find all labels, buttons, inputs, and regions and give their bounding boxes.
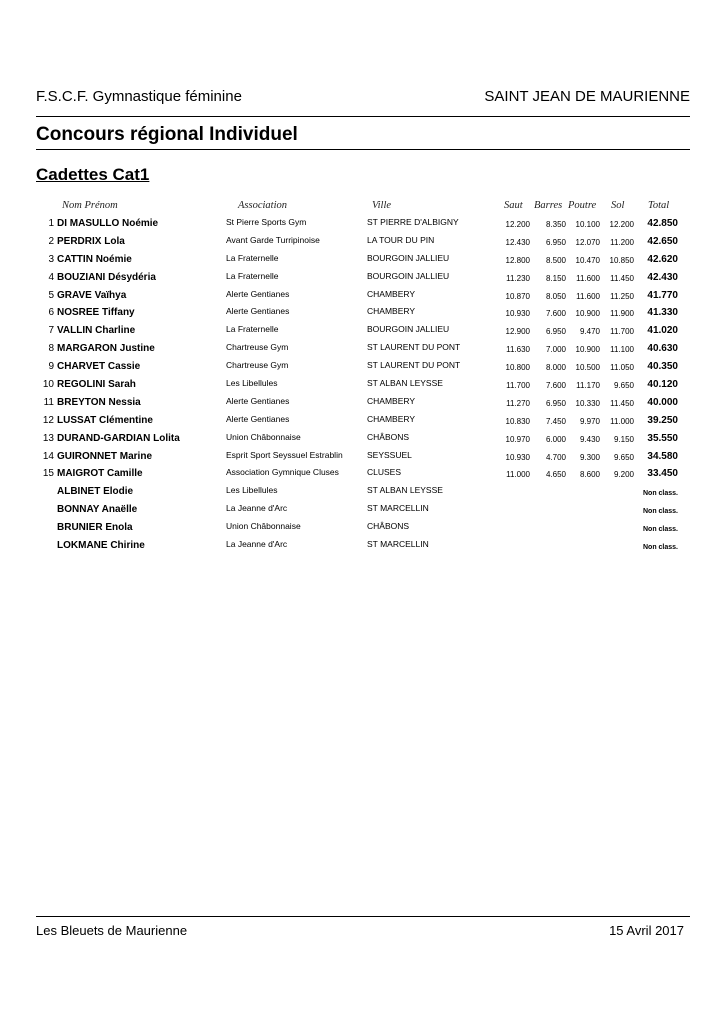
poutre-score-cell: 10.900 (575, 309, 600, 319)
rank-cell: 8 (48, 343, 54, 355)
barres-score-cell: 8.500 (545, 255, 566, 265)
barres-score-cell: 4.650 (545, 470, 566, 480)
status-cell: Non class. (642, 508, 678, 516)
table-row (0, 376, 724, 394)
table-row (0, 465, 724, 483)
rank-cell: 11 (43, 396, 54, 408)
total-score-cell: 39.250 (647, 414, 678, 426)
association-cell: Union Châbonnaise (226, 521, 301, 532)
total-score-cell: 40.000 (647, 396, 678, 408)
column-header-association: Association (238, 200, 287, 211)
rank-cell: 15 (42, 468, 54, 480)
name-cell: BRUNIER Enola (57, 522, 133, 534)
name-cell: VALLIN Charline (57, 325, 136, 337)
sol-score-cell: 9.650 (613, 452, 634, 462)
total-score-cell: 40.350 (647, 361, 678, 373)
table-row (0, 519, 724, 537)
name-cell: CHARVET Cassie (57, 361, 141, 373)
ville-cell: BOURGOIN JALLIEU (367, 252, 450, 263)
association-cell: Association Gymnique Cluses (226, 467, 339, 478)
rank-cell: 9 (48, 361, 54, 373)
total-score-cell: 41.770 (647, 289, 678, 301)
table-row (0, 430, 724, 448)
rank-cell: 1 (48, 218, 54, 229)
ville-cell: CHÂBONS (367, 431, 410, 442)
ville-cell: CHAMBERY (367, 306, 416, 317)
sol-score-cell: 11.450 (610, 398, 634, 408)
name-cell: LUSSAT Clémentine (57, 414, 153, 426)
saut-score-cell: 11.230 (506, 273, 530, 283)
ville-cell: CHAMBERY (367, 288, 416, 299)
total-score-cell: 34.580 (647, 450, 678, 462)
association-cell: Avant Garde Turripinoise (226, 234, 320, 245)
footer-date: 15 Avril 2017 (609, 923, 684, 938)
sol-score-cell: 11.250 (610, 291, 634, 301)
sol-score-cell: 9.150 (613, 434, 634, 444)
ville-cell: SEYSSUEL (367, 449, 412, 460)
sol-score-cell: 11.100 (610, 345, 634, 355)
table-row (0, 233, 724, 251)
association-cell: Esprit Sport Seyssuel Estrablin (226, 449, 343, 460)
name-cell: BONNAY Anaëlle (57, 504, 138, 516)
sol-score-cell: 12.200 (609, 220, 634, 229)
barres-score-cell: 8.350 (545, 220, 566, 229)
total-score-cell: 42.620 (647, 253, 678, 265)
name-cell: DURAND-GARDIAN Lolita (57, 432, 180, 444)
table-row (0, 340, 724, 358)
poutre-score-cell: 11.170 (576, 381, 600, 391)
association-cell: Les Libellules (226, 485, 278, 496)
total-score-cell: 41.330 (647, 307, 678, 319)
total-score-cell: 42.430 (647, 271, 678, 283)
ville-cell: CHÂBONS (367, 521, 410, 532)
poutre-score-cell: 11.600 (576, 291, 600, 301)
association-cell: La Fraternelle (226, 252, 279, 263)
poutre-score-cell: 10.470 (575, 255, 600, 265)
association-cell: Alerte Gentianes (226, 395, 290, 406)
saut-score-cell: 11.270 (506, 398, 530, 408)
ville-cell: BOURGOIN JALLIEU (367, 270, 450, 281)
association-cell: Alerte Gentianes (226, 288, 290, 299)
poutre-score-cell: 9.970 (579, 416, 600, 426)
table-row (0, 358, 724, 376)
sol-score-cell: 11.450 (610, 273, 634, 283)
sol-score-cell: 11.900 (610, 309, 634, 319)
rank-cell: 2 (48, 235, 54, 247)
column-header-saut: Saut (504, 200, 523, 211)
barres-score-cell: 7.450 (545, 416, 566, 426)
table-row (0, 322, 724, 340)
association-cell: St Pierre Sports Gym (226, 217, 307, 227)
name-cell: REGOLINI Sarah (57, 379, 136, 391)
total-score-cell: 33.450 (647, 468, 678, 480)
column-header-ville: Ville (372, 200, 392, 211)
footer-divider (36, 916, 690, 917)
name-cell: GRAVE Vaïhya (57, 289, 127, 301)
total-score-cell: 41.020 (647, 325, 678, 337)
association-cell: Union Châbonnaise (226, 431, 301, 442)
column-header-poutre: Poutre (568, 200, 597, 211)
saut-score-cell: 11.000 (506, 470, 530, 480)
poutre-score-cell: 10.330 (575, 398, 600, 408)
header-federation: F.S.C.F. Gymnastique féminine (36, 88, 242, 105)
table-row (0, 269, 724, 287)
association-cell: Les Libellules (226, 378, 278, 389)
ville-cell: ST LAURENT DU PONT (367, 360, 461, 371)
status-cell: Non class. (642, 526, 678, 534)
ville-cell: ST ALBAN LEYSSE (367, 485, 443, 496)
barres-score-cell: 6.950 (545, 327, 566, 337)
barres-score-cell: 6.000 (545, 434, 566, 444)
name-cell: BREYTON Nessia (57, 396, 141, 408)
rank-cell: 6 (48, 307, 54, 319)
sol-score-cell: 11.700 (610, 327, 634, 337)
barres-score-cell: 7.000 (545, 345, 566, 355)
saut-score-cell: 11.700 (506, 381, 530, 391)
table-row (0, 287, 724, 305)
saut-score-cell: 11.630 (506, 345, 530, 355)
name-cell: MAIGROT Camille (57, 468, 143, 480)
total-score-cell: 42.650 (647, 235, 678, 247)
poutre-score-cell: 10.900 (575, 345, 600, 355)
association-cell: La Fraternelle (226, 270, 279, 281)
name-cell: MARGARON Justine (57, 343, 155, 355)
saut-score-cell: 10.930 (505, 452, 530, 462)
poutre-score-cell: 8.600 (579, 470, 600, 480)
total-score-cell: 40.630 (647, 343, 678, 355)
column-header-sol: Sol (611, 200, 625, 211)
ville-cell: CHAMBERY (367, 413, 416, 424)
saut-score-cell: 12.800 (505, 255, 530, 265)
status-cell: Non class. (642, 544, 678, 552)
barres-score-cell: 4.700 (545, 452, 566, 462)
sol-score-cell: 9.650 (613, 381, 634, 391)
status-cell: Non class. (642, 490, 678, 498)
rank-cell: 3 (48, 253, 54, 265)
name-cell: NOSREE Tiffany (57, 307, 135, 319)
saut-score-cell: 10.930 (505, 309, 530, 319)
barres-score-cell: 7.600 (545, 381, 566, 391)
ville-cell: ST LAURENT DU PONT (367, 342, 461, 353)
saut-score-cell: 10.800 (505, 363, 530, 373)
table-row (0, 501, 724, 519)
page-title: Concours régional Individuel (36, 124, 298, 145)
name-cell: GUIRONNET Marine (57, 450, 153, 462)
ville-cell: BOURGOIN JALLIEU (367, 324, 450, 335)
saut-score-cell: 10.830 (505, 416, 530, 426)
poutre-score-cell: 12.070 (575, 237, 600, 247)
rank-cell: 13 (42, 432, 54, 444)
poutre-score-cell: 9.300 (579, 452, 600, 462)
total-score-cell: 35.550 (647, 432, 678, 444)
results-table (0, 215, 724, 555)
barres-score-cell: 7.600 (545, 309, 566, 319)
saut-score-cell: 12.200 (505, 220, 530, 229)
header-divider (36, 116, 690, 117)
saut-score-cell: 12.900 (505, 327, 530, 337)
table-row (0, 537, 724, 555)
name-cell: BOUZIANI Désydéria (57, 271, 156, 283)
rank-cell: 12 (42, 414, 54, 426)
name-cell: LOKMANE Chirine (57, 540, 145, 552)
association-cell: La Jeanne d'Arc (226, 503, 288, 514)
name-cell: ALBINET Elodie (57, 486, 134, 498)
barres-score-cell: 8.050 (545, 291, 566, 301)
ville-cell: CLUSES (367, 467, 402, 478)
ville-cell: ST PIERRE D'ALBIGNY (367, 217, 459, 227)
category-title: Cadettes Cat1 (36, 165, 150, 184)
column-header-name: Nom Prénom (62, 200, 118, 211)
name-cell: CATTIN Noémie (57, 253, 132, 265)
rank-cell: 4 (48, 271, 54, 283)
association-cell: Chartreuse Gym (226, 360, 289, 371)
association-cell: Alerte Gentianes (226, 413, 290, 424)
name-cell: PERDRIX Lola (57, 235, 125, 247)
association-cell: La Fraternelle (226, 324, 279, 335)
title-divider (36, 149, 690, 150)
column-header-barres: Barres (534, 200, 563, 211)
barres-score-cell: 6.950 (545, 237, 566, 247)
table-row (0, 448, 724, 466)
rank-cell: 14 (42, 450, 54, 462)
table-row (0, 304, 724, 322)
ville-cell: ST MARCELLIN (367, 503, 429, 514)
poutre-score-cell: 10.100 (575, 220, 600, 229)
column-header-total: Total (648, 200, 670, 211)
poutre-score-cell: 9.470 (579, 327, 600, 337)
poutre-score-cell: 11.600 (576, 273, 600, 283)
rank-cell: 5 (48, 289, 54, 301)
association-cell: La Jeanne d'Arc (226, 539, 288, 550)
ville-cell: CHAMBERY (367, 395, 416, 406)
sol-score-cell: 10.850 (609, 255, 634, 265)
sol-score-cell: 11.200 (610, 237, 634, 247)
barres-score-cell: 8.000 (545, 363, 566, 373)
table-row (0, 483, 724, 501)
barres-score-cell: 6.950 (545, 398, 566, 408)
barres-score-cell: 8.150 (545, 273, 566, 283)
sol-score-cell: 9.200 (613, 470, 634, 480)
ville-cell: LA TOUR DU PIN (367, 234, 435, 245)
name-cell: DI MASULLO Noémie (57, 218, 159, 229)
poutre-score-cell: 10.500 (575, 363, 600, 373)
association-cell: Chartreuse Gym (226, 342, 289, 353)
association-cell: Alerte Gentianes (226, 306, 290, 317)
rank-cell: 10 (42, 379, 54, 391)
sol-score-cell: 11.050 (610, 363, 634, 373)
ville-cell: ST MARCELLIN (367, 539, 429, 550)
table-row (0, 251, 724, 269)
table-row (0, 394, 724, 412)
footer-club: Les Bleuets de Maurienne (36, 923, 188, 938)
saut-score-cell: 10.870 (505, 291, 530, 301)
saut-score-cell: 12.430 (505, 237, 530, 247)
header-location: SAINT JEAN DE MAURIENNE (484, 88, 690, 105)
poutre-score-cell: 9.430 (579, 434, 600, 444)
ville-cell: ST ALBAN LEYSSE (367, 378, 443, 389)
sol-score-cell: 11.000 (610, 416, 634, 426)
table-row (0, 412, 724, 430)
saut-score-cell: 10.970 (505, 434, 530, 444)
table-row (0, 215, 724, 233)
rank-cell: 7 (48, 325, 54, 337)
total-score-cell: 42.850 (647, 218, 678, 229)
total-score-cell: 40.120 (647, 379, 678, 391)
